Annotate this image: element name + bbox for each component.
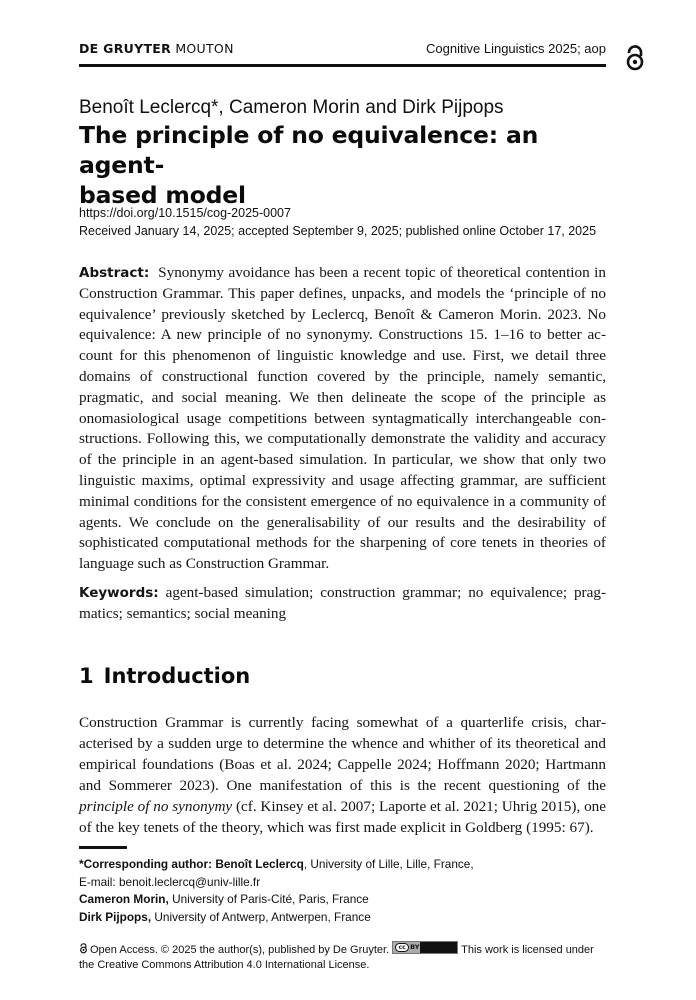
open-access-icon	[79, 942, 88, 954]
section-heading-introduction	[79, 664, 250, 688]
corresponding-author-email[interactable]: E-mail: benoit.leclercq@univ-lille.fr	[79, 874, 261, 889]
publication-dates: Received January 14, 2025; accepted September 9, 2025; published online October 17, 2025	[79, 224, 597, 238]
license-text-2: This work is licensed under the Creative Commons Attribution 4.0 International License.	[79, 944, 594, 971]
running-header	[79, 40, 606, 70]
keywords	[79, 583, 606, 625]
cc-by-badge[interactable]	[392, 941, 458, 954]
intro-text-2: (cf. Kinsey et al. 2007; Laporte et al. 2021; Uhrig 2015), one of the key tenets of the theory, which was first made explicit in Goldberg (1995: 67).	[79, 798, 606, 836]
section-number: 1	[79, 664, 94, 688]
author-list: Benoît Leclercq*, Cameron Morin and Dirk Pijpops	[79, 97, 504, 118]
open-access-icon	[624, 42, 646, 72]
article-title	[79, 120, 606, 210]
author3-name: Dirk Pijpops,	[79, 909, 152, 924]
section-title: Introduction	[103, 664, 251, 688]
abstract	[79, 263, 606, 575]
publisher-logo	[79, 41, 234, 56]
keywords-text: agent-based simulation; construction grammar; no equivalence; pragmatics; semantics; social meaning	[79, 584, 606, 622]
corresponding-author-label: *Corresponding author: Benoît Leclercq	[79, 857, 304, 871]
author3-note	[79, 909, 606, 927]
keywords-label: Keywords:	[79, 585, 159, 601]
footnote-rule	[79, 846, 127, 849]
corresponding-author-affiliation: , University of Lille, Lille, France,	[303, 857, 474, 871]
article-title-line-1: The principle of no equivalence: an agent-	[79, 121, 539, 179]
intro-text-1: Construction Grammar is currently facing somewhat of a quarterlife crisis, characterised by a sudden urge to determine the whence and whither of its theoretical and empirical foundations (Boas et al. 2024; Cappelle 2024; Hoffmann 2020; Hartmann and Sommerer 2023). One manifestation of this is the recent questioning of the	[79, 714, 606, 794]
publisher-name-bold: DE GRUYTER	[79, 41, 172, 56]
intro-italic-term: principle of no synonymy	[79, 798, 233, 815]
corresponding-author-note	[79, 856, 606, 874]
header-rule	[79, 64, 606, 67]
license-text-1: Open Access. © 2025 the author(s), published by De Gruyter.	[90, 944, 390, 956]
introduction-paragraph	[79, 712, 606, 838]
journal-citation: Cognitive Linguistics 2025; aop	[426, 41, 606, 56]
author2-name: Cameron Morin,	[79, 892, 169, 906]
author2-note	[79, 891, 606, 909]
license-statement	[79, 941, 606, 973]
by-label: BY	[410, 943, 420, 951]
author2-affiliation: University of Paris-Cité, Paris, France	[168, 892, 369, 906]
author-footnotes	[79, 856, 606, 926]
abstract-label: Abstract:	[79, 265, 150, 281]
abstract-text: Synonymy avoidance has been a recent topic of theoretical contention in Construction Grammar. This paper defines, unpacks, and models the ‘principle of no equivalence’ previously sketched by Leclercq, Benoît & Cameron Morin. 2023. No equivalence: A new principle of no synonymy. Constructions 15. 1–16 to better account for this phenomenon of linguistic knowledge and use. First, we detail three domains of constructional function covered by the principle, namely semantic, pragmatic, and social meaning. We then delineate the scope of the principle as onomasiological usage competitions between syntagmatically interchangeable constructions. Following this, we computationally demonstrate the validity and accuracy of the principle in an agent-based simulation. In particular, we show that only two linguistic maxims, optimal expressivity and usage affecting grammar, are sufficient minimal conditions for the consistent emergence of no equivalence in a community of agents. We conclude on the generalisability of our results and the desirability of sophisticated computational methods for the sharpening of core tenets in theories of language such as Construction Grammar.	[79, 264, 606, 573]
article-title-line-2: based model	[79, 181, 246, 209]
author3-affiliation: University of Antwerp, Antwerpen, France	[151, 909, 371, 924]
publisher-name-light: MOUTON	[171, 41, 234, 56]
cc-icon: cc	[395, 943, 409, 952]
doi-link[interactable]: https://doi.org/10.1515/cog-2025-0007	[79, 206, 291, 220]
